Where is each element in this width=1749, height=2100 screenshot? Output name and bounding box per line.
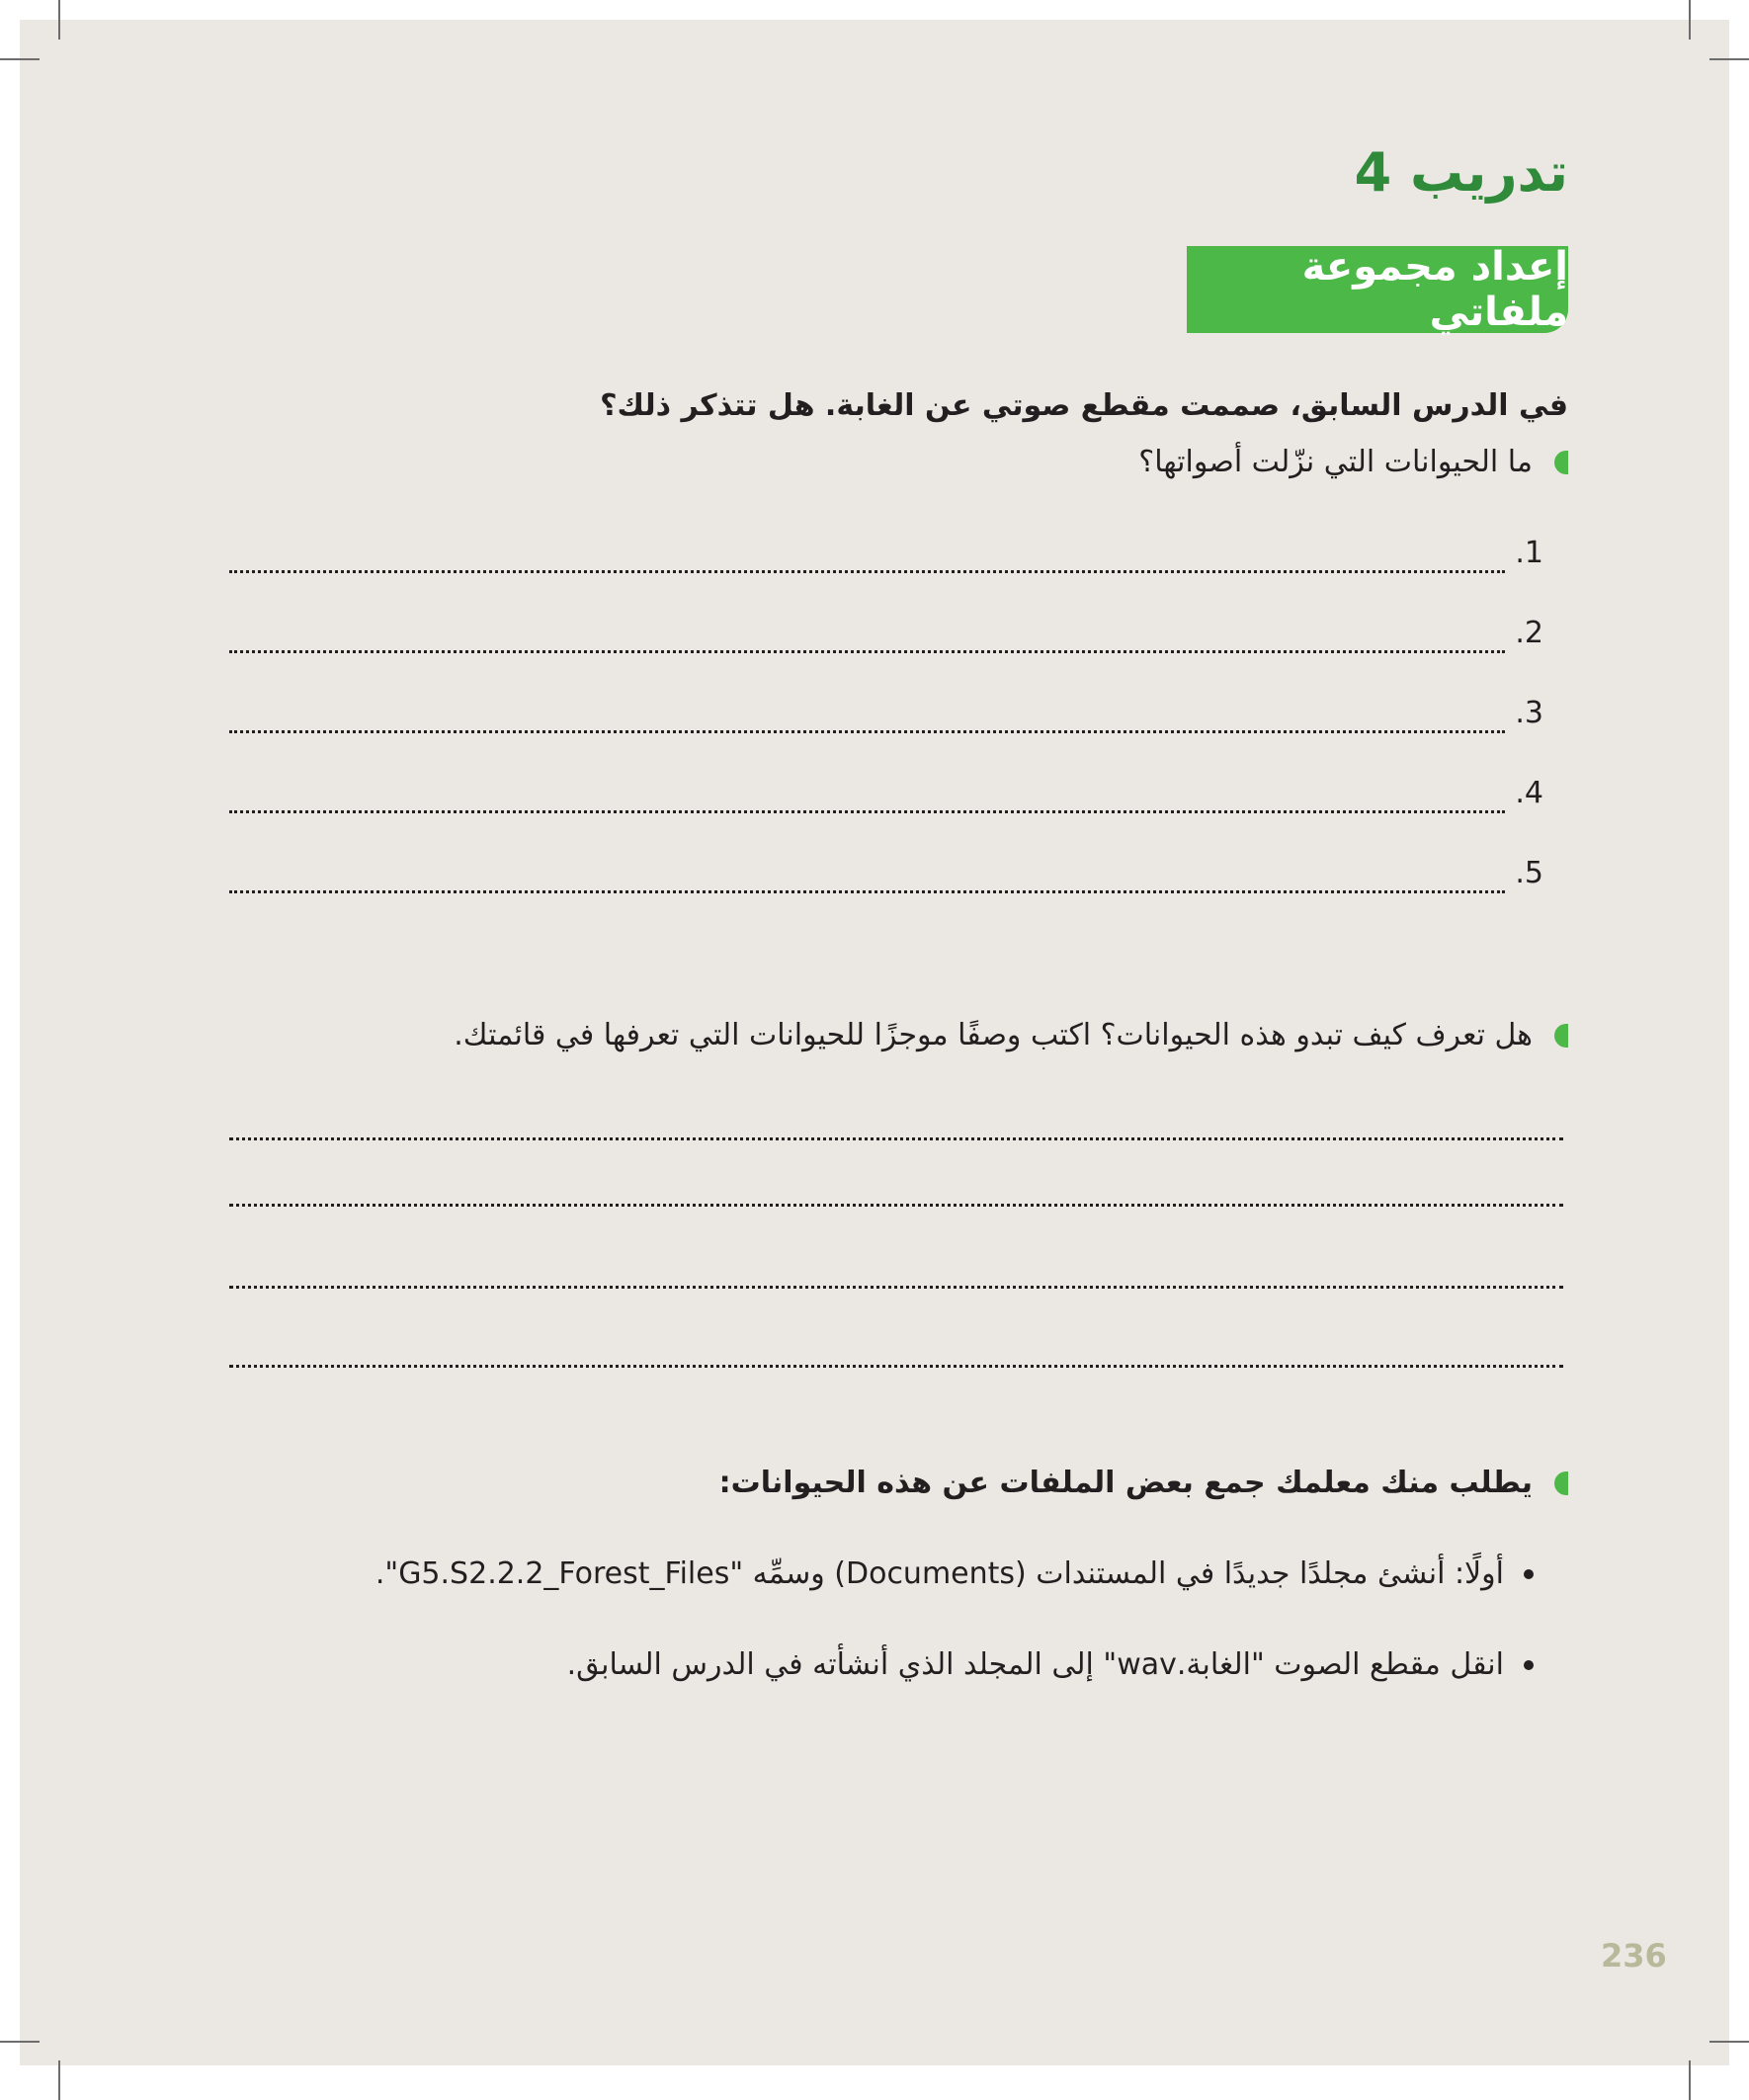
task-step-2-text: انقل مقطع الصوت "الغابة.wav" إلى المجلد الذي أنشأته في الدرس السابق.: [566, 1647, 1504, 1682]
task-heading: [719, 1461, 1568, 1506]
question-animals-text: ما الحيوانات التي نزّلت أصواتها؟: [1138, 445, 1533, 479]
green-bullet-icon: [1554, 451, 1568, 474]
answer-number: 4.: [1515, 776, 1543, 810]
writing-line-3[interactable]: [229, 1286, 1563, 1289]
dotted-line: [229, 543, 1505, 573]
answer-number: 3.: [1515, 696, 1543, 730]
task-heading-text: يطلب منك معلمك جمع بعض الملفات عن هذه الحيوانات:: [718, 1466, 1533, 1500]
exercise-title: تدريب 4: [1354, 141, 1568, 204]
section-banner: إعداد مجموعة ملفاتي: [1187, 246, 1568, 333]
task-step-2: [567, 1642, 1534, 1688]
question-description: [454, 1013, 1568, 1058]
answer-line-2[interactable]: [229, 614, 1543, 653]
intro-text: في الدرس السابق، صممت مقطع صوتي عن الغابة. هل تتذكر ذلك؟: [600, 388, 1568, 423]
green-bullet-icon: [1554, 1024, 1568, 1048]
dotted-line: [229, 703, 1505, 733]
task-step-1-text: أولًا: أنشئ مجلدًا جديدًا في المستندات (Documents) وسمِّه "G5.S2.2.2_Forest_Files".: [375, 1556, 1504, 1591]
writing-line-2[interactable]: [229, 1204, 1563, 1207]
bullet-dot-icon: [1524, 1660, 1534, 1670]
question-description-text: هل تعرف كيف تبدو هذه الحيوانات؟ اكتب وصفًا موجزًا للحيوانات التي تعرفها في قائمتك.: [454, 1018, 1533, 1052]
answer-line-5[interactable]: [229, 854, 1543, 893]
answer-line-1[interactable]: [229, 534, 1543, 573]
task-step-1: [375, 1552, 1534, 1597]
dotted-line: [229, 623, 1505, 653]
answer-number: 5.: [1515, 856, 1543, 890]
writing-line-4[interactable]: [229, 1365, 1563, 1368]
answer-line-4[interactable]: [229, 774, 1543, 813]
bullet-dot-icon: [1524, 1569, 1534, 1579]
answer-number: 1.: [1515, 536, 1543, 570]
question-animals: [1138, 440, 1568, 485]
dotted-line: [229, 783, 1505, 813]
answer-number: 2.: [1515, 616, 1543, 650]
page-number: 236: [1601, 1937, 1667, 1974]
dotted-line: [229, 863, 1505, 893]
writing-line-1[interactable]: [229, 1137, 1563, 1140]
green-bullet-icon: [1554, 1471, 1568, 1495]
answer-line-3[interactable]: [229, 694, 1543, 733]
